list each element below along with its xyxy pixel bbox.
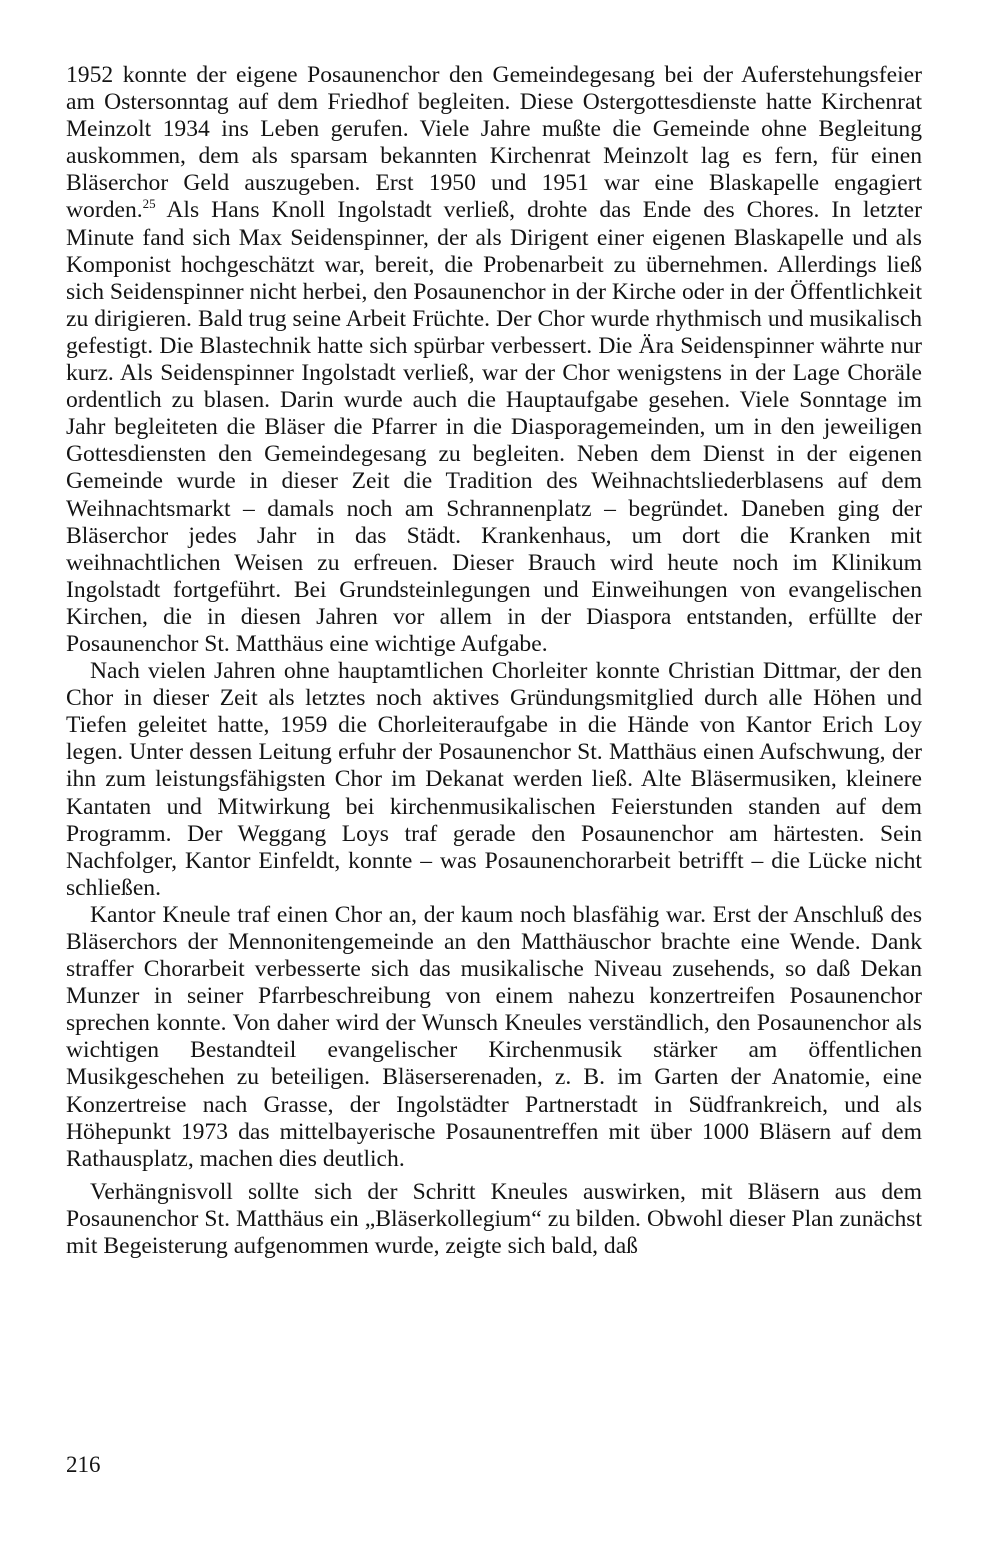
paragraph-4: Verhängnisvoll sollte sich der Schritt Kneules auswirken, mit Bläsern aus dem Posaunenchor St. Matthäus ein „Bläserkollegium“ zu bilden. Obwohl dieser Plan zunächst mit Begeisterung aufgenommen wurde, zeigte sich bald, daß xyxy=(66,1178,922,1260)
page-body xyxy=(66,62,922,1260)
paragraph-1 xyxy=(66,62,922,658)
paragraph-3: Kantor Kneule traf einen Chor an, der kaum noch blasfähig war. Erst der Anschluß des Bläserchors der Mennonitengemeinde an den Matthäuschor brachte eine Wende. Dank straffer Chorarbeit verbesserte sich das musikalische Niveau zusehends, so daß Dekan Munzer in seiner Pfarrbeschreibung von einem nahezu konzertreifen Posaunenchor sprechen konnte. Von daher wird der Wunsch Kneules verständlich, den Posaunenchor als wichtigen Bestandteil evangelischer Kirchenmusik stärker am öffentlichen Musikgeschehen zu beteiligen. Bläserserenaden, z. B. im Garten der Anatomie, eine Konzertreise nach Grasse, der Ingolstädter Partnerstadt in Südfrankreich, und als Höhepunkt 1973 das mittelbayerische Posaunentreffen mit über 1000 Bläsern auf dem Rathausplatz, machen dies deutlich. xyxy=(66,901,922,1172)
paragraph-1-text-a: 1952 konnte der eigene Posaunenchor den Gemeindegesang bei der Auferstehungsfeier am Ostersonntag auf dem Friedhof begleiten. Diese Ostergottesdienste hatte Kirchenrat Meinzolt 1934 ins Leben gerufen. Viele Jahre mußte die Gemeinde ohne Begleitung auskommen, dem als sparsam bekannten Kirchenrat Meinzolt lag es fern, für einen Bläserchor Geld auszugeben. Erst 1950 und 1951 war eine Blaskapelle engagiert worden. xyxy=(66,62,922,224)
page-number: 216 xyxy=(66,1452,101,1477)
paragraph-1-text-b: Als Hans Knoll Ingolstadt verließ, drohte das Ende des Chores. In letzter Minute fand sich Max Seidenspinner, der als Dirigent einer eigenen Blaskapelle und als Komponist hochgeschätzt war, bereit, die Probenarbeit zu übernehmen. Allerdings ließ sich Seidenspinner nicht herbei, den Posaunenchor in der Kirche oder in der Öffentlichkeit zu dirigieren. Bald trug seine Arbeit Früchte. Der Chor wurde rhythmisch und musikalisch gefestigt. Die Blastechnik hatte sich spürbar verbessert. Die Ära Seidenspinner währte nur kurz. Als Seidenspinner Ingolstadt verließ, war der Chor wenigstens in der Lage Choräle ordentlich zu blasen. Darin wurde auch die Hauptaufgabe gesehen. Viele Sonntage im Jahr begleiteten die Bläser die Pfarrer in die Diasporagemeinden, um in den jeweiligen Gottesdiensten den Gemeindegesang zu begleiten. Neben dem Dienst in der eigenen Gemeinde wurde in dieser Zeit die Tradition des Weihnachtsliederblasens auf dem Weihnachtsmarkt – damals noch am Schrannenplatz – begründet. Daneben ging der Bläserchor jedes Jahr in das Städt. Krankenhaus, um dort die Kranken mit weihnachtlichen Weisen zu erfreuen. Dieser Brauch wird heute noch im Klinikum Ingolstadt fortgeführt. Bei Grundsteinlegungen und Einweihungen von evangelischen Kirchen, die in diesen Jahren vor allem in der Diaspora entstanden, erfüllte der Posaunenchor St. Matthäus eine wichtige Aufgabe. xyxy=(66,197,922,657)
paragraph-2: Nach vielen Jahren ohne hauptamtlichen Chorleiter konnte Christian Dittmar, der den Chor in dieser Zeit als letztes noch aktives Gründungsmitglied durch alle Höhen und Tiefen geleitet hatte, 1959 die Chorleiteraufgabe in die Hände von Kantor Erich Loy legen. Unter dessen Leitung erfuhr der Posaunenchor St. Matthäus einen Aufschwung, der ihn zum leistungsfähigsten Chor im Dekanat werden ließ. Alte Bläsermusiken, kleinere Kantaten und Mitwirkung bei kirchenmusikalischen Feierstunden standen auf dem Programm. Der Weggang Loys traf gerade den Posaunenchor am härtesten. Sein Nachfolger, Kantor Einfeldt, konnte – was Posaunenchorarbeit betrifft – die Lücke nicht schließen. xyxy=(66,658,922,901)
footnote-reference: 25 xyxy=(142,196,156,212)
